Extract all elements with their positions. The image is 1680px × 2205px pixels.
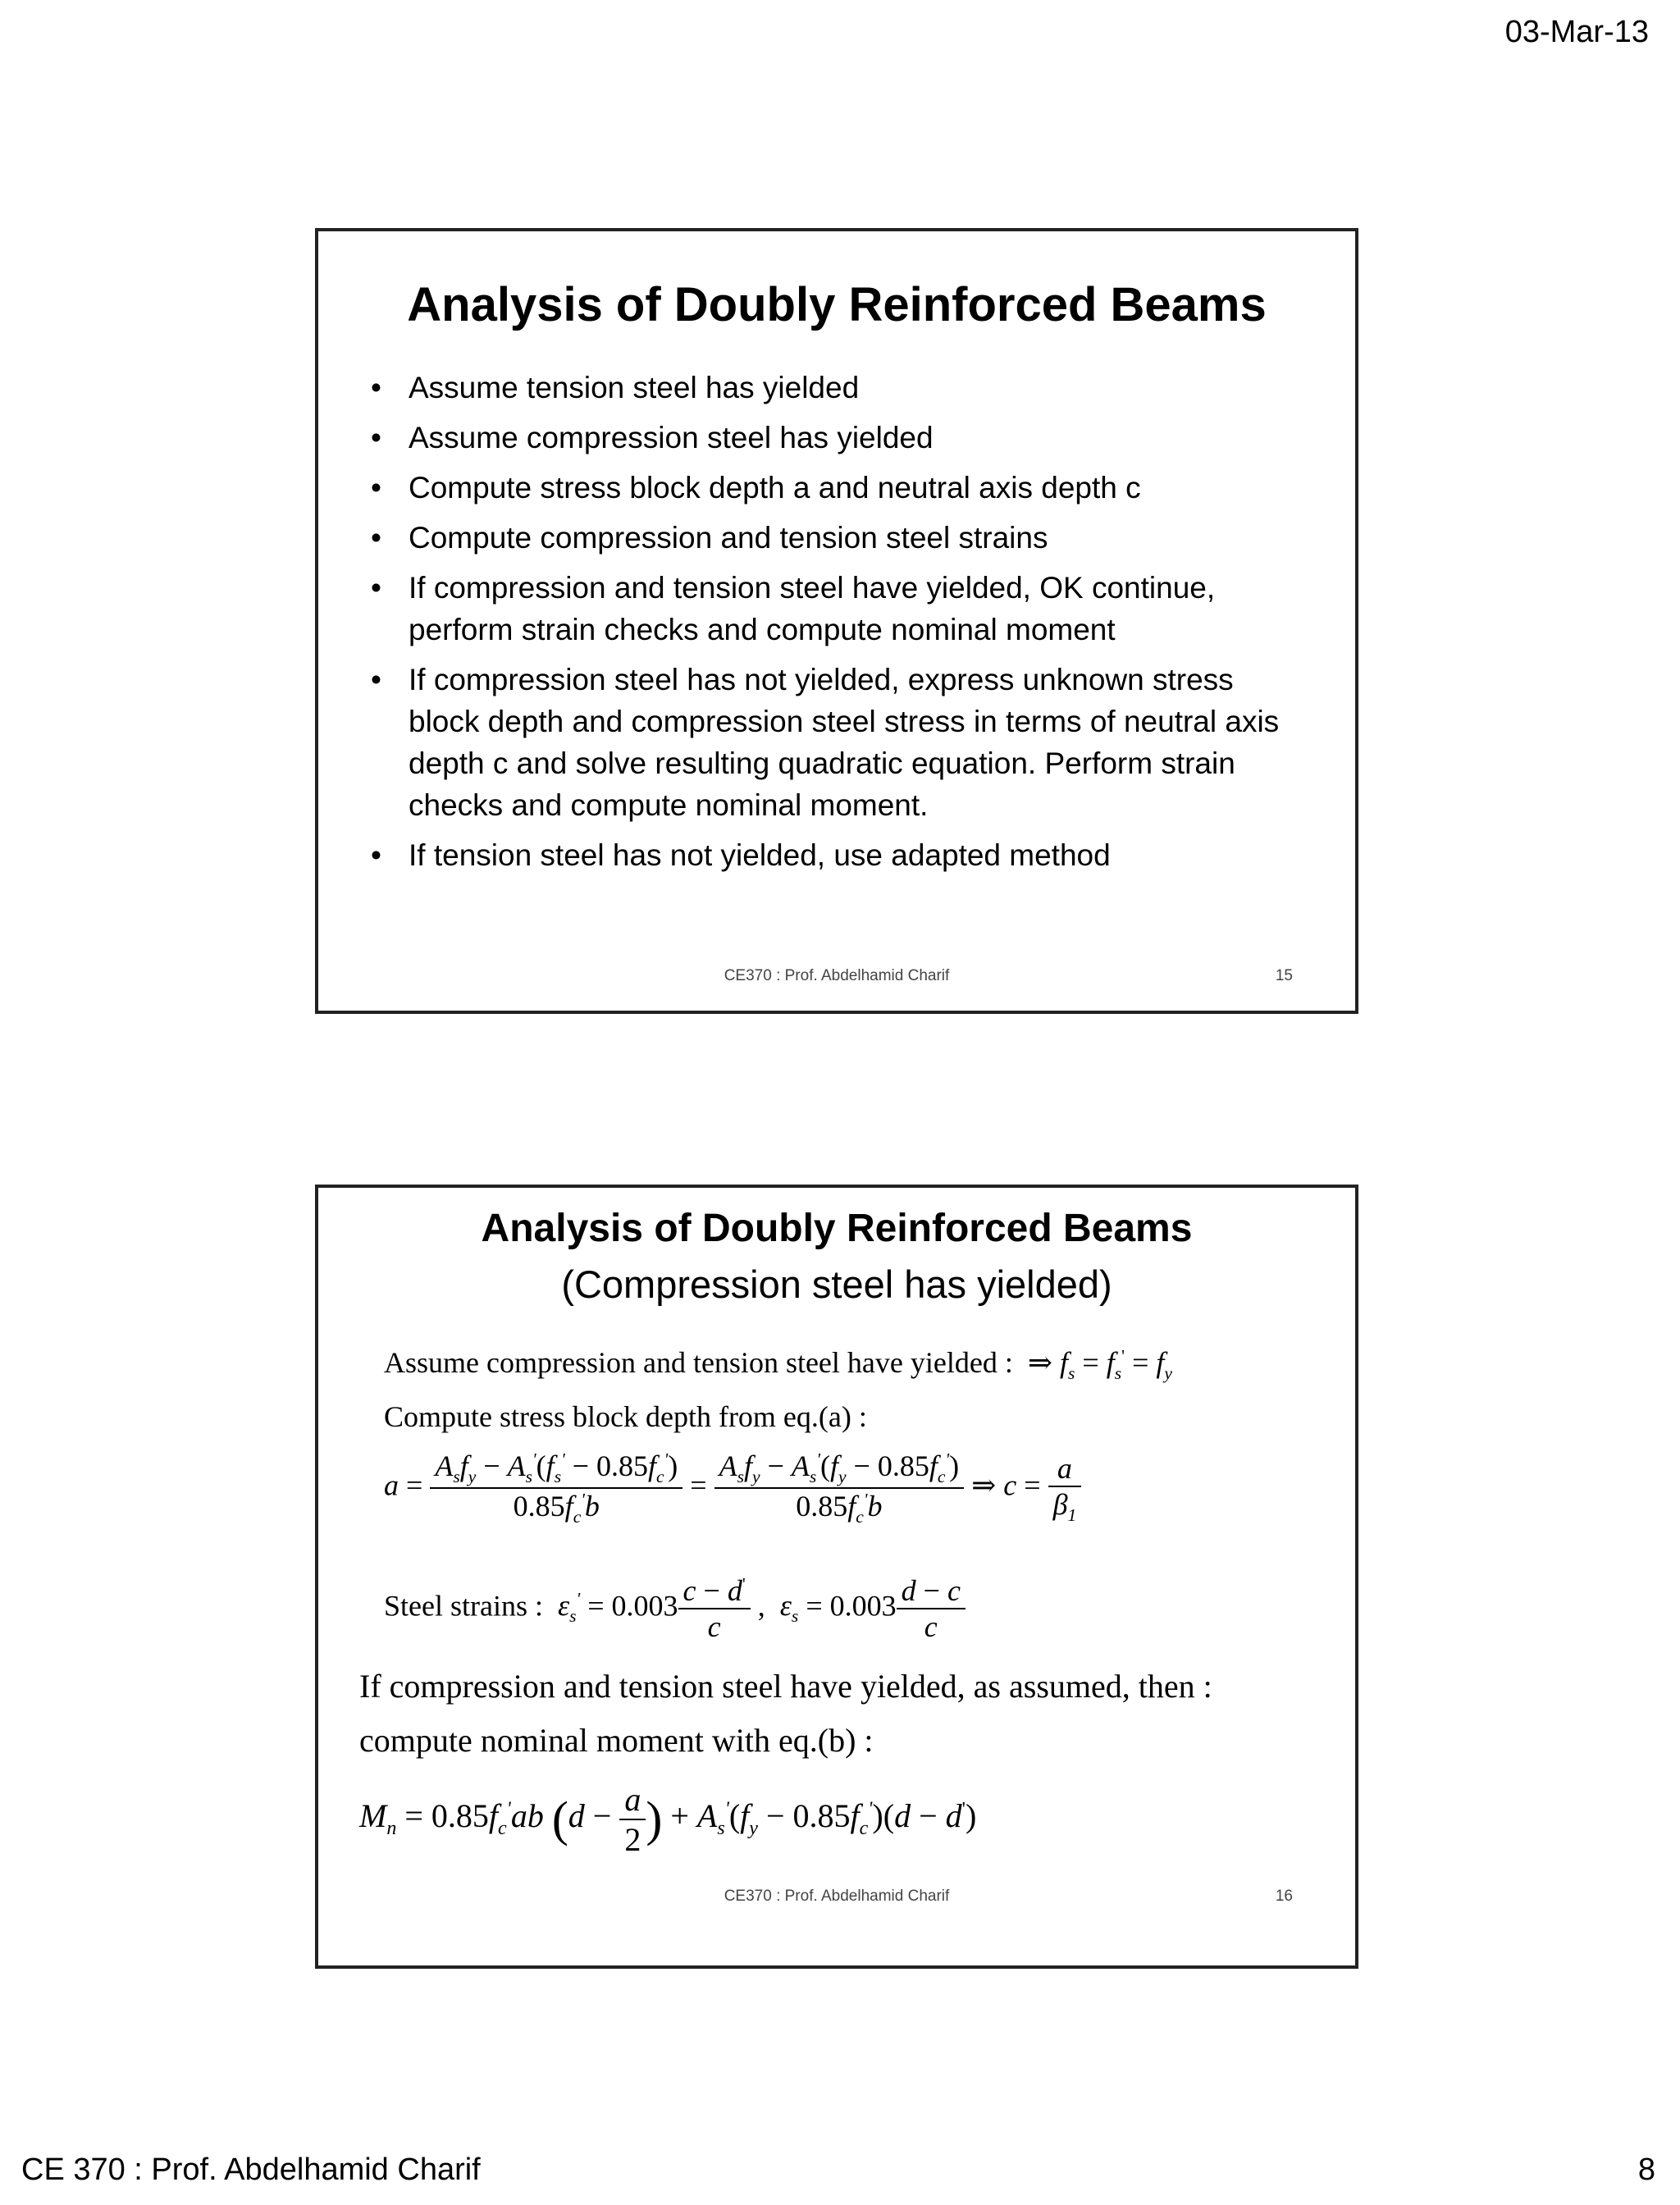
page-footer-author: CE 370 : Prof. Abdelhamid Charif xyxy=(21,2152,481,2187)
slide-16 xyxy=(315,1185,1358,1969)
compute-block-line: Compute stress block depth from eq.(a) : xyxy=(384,1400,867,1433)
moment-line: compute nominal moment with eq.(b) : xyxy=(359,1722,874,1759)
bullet-list xyxy=(366,367,1306,884)
page-date: 03-Mar-13 xyxy=(1504,15,1649,49)
bullet-item: • Compute stress block depth a and neutral axis depth c xyxy=(366,467,1306,509)
slide-footer: CE370 : Prof. Abdelhamid Charif xyxy=(724,1888,950,1905)
page-number: 8 xyxy=(1637,2152,1655,2187)
bullet-item: • Assume compression steel has yielded xyxy=(366,417,1306,459)
slide-title: Analysis of Doubly Reinforced Beams xyxy=(407,278,1267,331)
moment-equation: $M_n = 0.85f_c'ab$ (d − $\frac{a}{2}$ ) + $A_s'(f_y - 0.85f_c')(d - d')$ xyxy=(359,1781,977,1858)
bullet-item: • Compute compression and tension steel strains xyxy=(366,517,1306,559)
bullet-item: • If compression steel has not yielded, express unknown stress block depth and compression steel stress in terms of neutral axis depth c and solve resulting quadratic equation. Perform strain checks and compute nominal moment. xyxy=(366,659,1306,826)
strain-equation: Steel strains : $\varepsilon_s' = 0.003$ $\frac{c - d'}{c}$ , $\varepsilon_s = 0.003$ $\frac{d - c}{c}$ xyxy=(384,1573,966,1644)
slide-number: 15 xyxy=(1275,967,1293,984)
depth-equation: a = $\frac{A_sf_y - A_s'(f_s' - 0.85f_c')}{0.85f_c'b}$ = $\frac{A_sf_y - A_s'(f_y - 0.85f_c')}{0.85f_c'b}$ ⇒ c = $\frac{a}{\beta_1}$ xyxy=(384,1449,1081,1527)
slide-footer: CE370 : Prof. Abdelhamid Charif xyxy=(724,967,950,984)
slide-number: 16 xyxy=(1275,1888,1293,1905)
bullet-item: • If tension steel has not yielded, use adapted method xyxy=(366,834,1306,876)
condition-line: If compression and tension steel have yielded, as assumed, then : xyxy=(359,1668,1212,1705)
slide-title: Analysis of Doubly Reinforced Beams xyxy=(481,1207,1193,1250)
bullet-item: • Assume tension steel has yielded xyxy=(366,367,1306,409)
slide-subtitle: (Compression steel has yielded) xyxy=(561,1262,1112,1306)
slide-15 xyxy=(315,228,1358,1014)
strains-label: Steel strains : xyxy=(384,1589,543,1623)
bullet-item: • If compression and tension steel have yielded, OK continue, perform strain checks and compute nominal moment xyxy=(366,567,1306,651)
assumption-line xyxy=(384,1345,1172,1384)
yield-equation: ⇒ $f_s = f_s' = f_y$ xyxy=(1020,1346,1172,1384)
assumption-text: Assume compression and tension steel have yielded : xyxy=(384,1346,1013,1379)
